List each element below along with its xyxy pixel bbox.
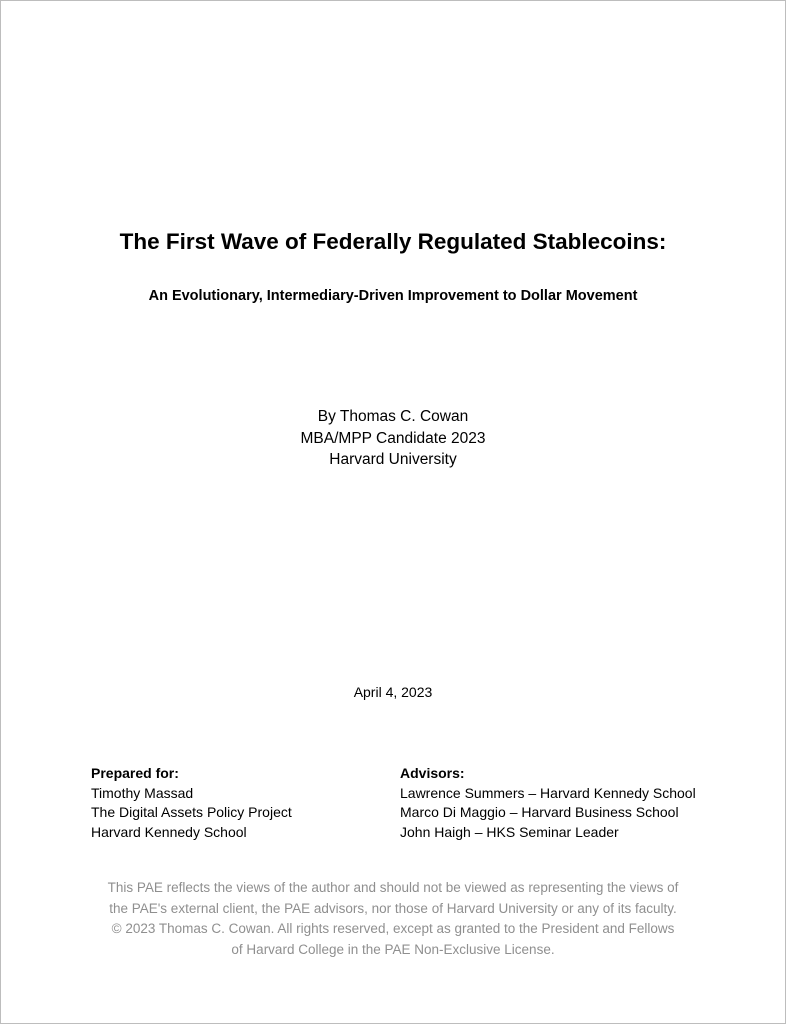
- author-block: [1, 406, 785, 471]
- advisors-block: [400, 764, 696, 842]
- author-degree: MBA/MPP Candidate 2023: [300, 429, 486, 447]
- author-name: By Thomas C. Cowan: [317, 408, 469, 425]
- document-title: The First Wave of Federally Regulated Stablecoins:: [119, 229, 667, 254]
- disclaimer-line: the PAE's external client, the PAE advisors, nor those of Harvard University or any of its faculty.: [109, 900, 677, 916]
- prepared-for-line: Harvard Kennedy School: [91, 823, 247, 840]
- disclaimer: [61, 878, 725, 960]
- prepared-for-heading: Prepared for:: [91, 765, 179, 781]
- disclaimer-line: of Harvard College in the PAE Non-Exclusive License.: [231, 941, 555, 957]
- author-institution: Harvard University: [329, 451, 457, 468]
- document-subtitle: An Evolutionary, Intermediary-Driven Improvement to Dollar Movement: [148, 288, 638, 304]
- document-date: April 4, 2023: [353, 684, 433, 700]
- disclaimer-line: This PAE reflects the views of the author and should not be viewed as representing the views of: [107, 880, 679, 895]
- disclaimer-line: © 2023 Thomas C. Cowan. All rights reserved, except as granted to the President and Fellows: [111, 921, 675, 936]
- prepared-for-line: The Digital Assets Policy Project: [91, 804, 292, 821]
- advisor-line: Lawrence Summers – Harvard Kennedy School: [400, 784, 696, 801]
- prepared-for-block: [91, 764, 292, 842]
- prepared-for-line: Timothy Massad: [91, 784, 194, 801]
- advisor-line: John Haigh – HKS Seminar Leader: [400, 823, 619, 840]
- advisors-heading: Advisors:: [400, 765, 465, 781]
- advisor-line: Marco Di Maggio – Harvard Business School: [400, 804, 679, 821]
